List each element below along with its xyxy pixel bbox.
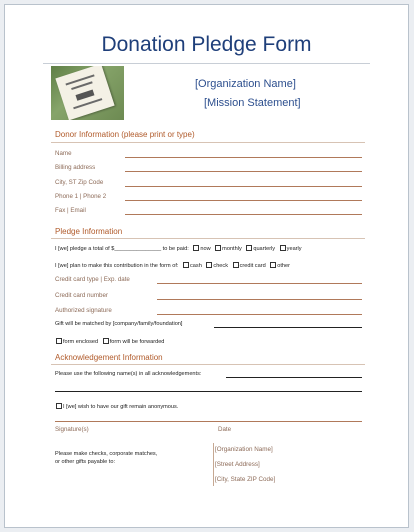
title-divider	[43, 63, 370, 64]
authorized-signature-label: Authorized signature	[55, 307, 112, 314]
form-enclosed-checkbox[interactable]	[56, 338, 62, 344]
card-type-label: Credit card type | Exp. date	[55, 276, 130, 283]
anonymous-option	[53, 403, 178, 410]
payable-line-2: or other gifts payable to:	[55, 459, 116, 465]
other-checkbox[interactable]	[270, 262, 276, 268]
monthly-label: monthly	[222, 246, 242, 252]
card-number-label: Credit card number	[55, 292, 108, 299]
invitation-card-image	[55, 66, 114, 120]
cash-label: cash	[190, 263, 202, 269]
mission-statement: [Mission Statement]	[204, 97, 301, 109]
phone-field[interactable]	[125, 200, 362, 201]
ack-section-divider	[51, 364, 365, 365]
anonymous-checkbox[interactable]	[56, 403, 62, 409]
credit-card-label: credit card	[239, 263, 266, 269]
billing-address-field[interactable]	[125, 171, 362, 172]
fax-email-field[interactable]	[125, 214, 362, 215]
fax-email-label: Fax | Email	[55, 207, 86, 214]
pledge-total-suffix: to be paid:	[162, 246, 189, 252]
other-label: other	[277, 263, 291, 269]
ack-names-field-2[interactable]	[55, 391, 362, 392]
signature-line[interactable]	[55, 421, 362, 422]
check-label: check	[213, 263, 229, 269]
form-forwarded-checkbox[interactable]	[103, 338, 109, 344]
yearly-label: yearly	[286, 246, 302, 252]
address-city-state-zip: [City, State ZIP Code]	[215, 476, 276, 483]
pledge-amount-blank[interactable]: _______________	[114, 246, 162, 252]
now-checkbox[interactable]	[193, 245, 199, 251]
contribution-form-line	[55, 262, 290, 269]
gift-matched-field[interactable]	[214, 327, 362, 328]
cash-checkbox[interactable]	[183, 262, 189, 268]
address-org-name: [Organization Name]	[215, 446, 273, 453]
payable-line-1: Please make checks, corporate matches,	[55, 451, 158, 457]
organization-name: [Organization Name]	[195, 78, 296, 90]
address-divider	[213, 443, 214, 486]
phone-label: Phone 1 | Phone 2	[55, 193, 107, 200]
card-type-field[interactable]	[157, 283, 362, 284]
monthly-checkbox[interactable]	[215, 245, 221, 251]
signature-label: Signature(s)	[55, 426, 89, 433]
pledge-total-line	[55, 245, 302, 252]
quarterly-label: quarterly	[253, 246, 276, 252]
name-field[interactable]	[125, 157, 362, 158]
billing-address-label: Billing address	[55, 164, 96, 171]
credit-card-checkbox[interactable]	[233, 262, 239, 268]
authorized-signature-field[interactable]	[157, 314, 362, 315]
now-label: now	[200, 246, 211, 252]
yearly-checkbox[interactable]	[280, 245, 286, 251]
address-street: [Street Address]	[215, 461, 260, 468]
gift-matched-label: Gift will be matched by [company/family/foundation]	[55, 321, 183, 327]
pledge-section-heading: Pledge Information	[55, 227, 123, 236]
form-page	[4, 4, 409, 528]
check-checkbox[interactable]	[206, 262, 212, 268]
quarterly-checkbox[interactable]	[246, 245, 252, 251]
form-forwarded-label: form will be forwarded	[109, 339, 165, 345]
pledge-total-prefix: I [we] pledge a total of $	[55, 246, 115, 252]
contribution-form-prefix: I [we] plan to make this contribution in the form of:	[55, 263, 179, 269]
pledge-section-divider	[51, 238, 365, 239]
form-title: Donation Pledge Form	[101, 33, 312, 56]
match-form-options	[53, 338, 164, 345]
ack-section-heading: Acknowledgement Information	[55, 353, 163, 362]
date-label: Date	[218, 426, 232, 433]
anonymous-label: I [we] wish to have our gift remain anonymous.	[63, 404, 179, 410]
donor-section-divider	[51, 142, 365, 143]
city-state-zip-label: City, ST Zip Code	[55, 179, 104, 186]
donor-section-heading: Donor Information (please print or type)	[55, 130, 195, 139]
card-number-field[interactable]	[157, 299, 362, 300]
city-state-zip-field[interactable]	[125, 186, 362, 187]
name-label: Name	[55, 150, 72, 157]
ack-names-field-1[interactable]	[226, 377, 362, 378]
ack-names-label: Please use the following name(s) in all acknowledgements:	[55, 371, 202, 377]
invitation-photo	[51, 66, 124, 120]
form-enclosed-label: form enclosed	[63, 339, 99, 345]
